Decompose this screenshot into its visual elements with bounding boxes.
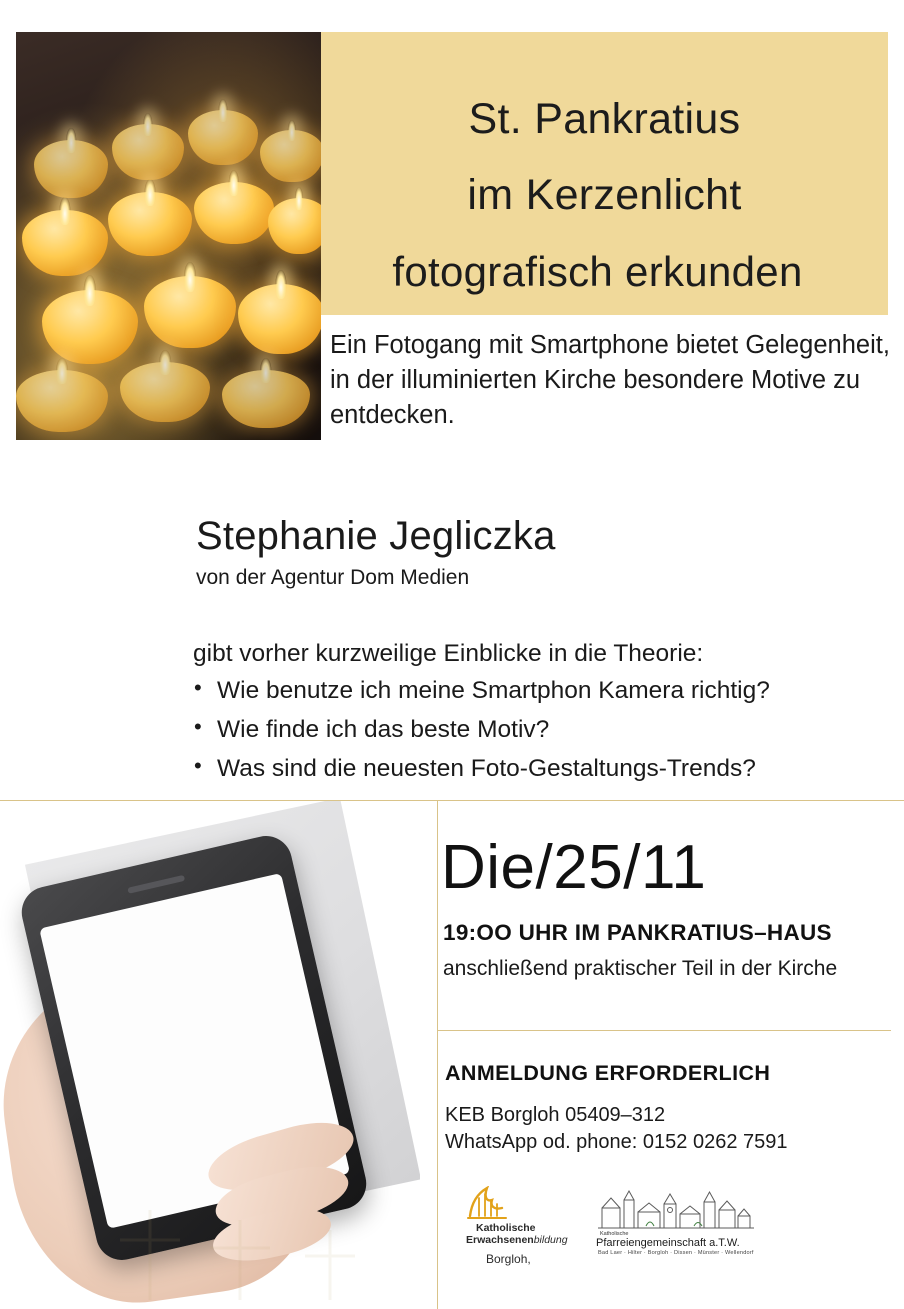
speaker-organisation: von der Agentur Dom Medien [196,566,470,589]
parish-name: Pfarreiengemeinschaft a.T.W. [596,1237,740,1249]
keb-line-2-thin: bildung [533,1234,568,1246]
keb-logo [450,1186,570,1272]
theory-intro: gibt vorher kurzweilige Einblicke in die Theorie: [193,640,704,667]
keb-line-2 [466,1234,568,1246]
event-note: anschließend praktischer Teil in der Kirche [443,957,838,980]
list-item: • Was sind die neuesten Foto-Gestaltungs-Trends? [191,754,770,784]
section-divider [438,1030,891,1031]
parish-logo [592,1186,760,1272]
title-line-3: fotografisch erkunden [392,248,803,295]
registration-heading: ANMELDUNG ERFORDERLICH [445,1061,771,1085]
phone-earpiece [127,875,185,894]
candle-icon [238,284,321,354]
vertical-divider [437,801,438,1309]
title-line-1: St. Pankratius [468,95,741,143]
keb-flame-icon [466,1186,508,1220]
list-item: • Wie finde ich das beste Motiv? [191,715,770,745]
event-time-location: 19:OO UHR IM PANKRATIUS–HAUS [443,920,832,945]
registration-phone: KEB Borgloh 05409–312 [445,1104,666,1126]
event-date: Die/25/11 [441,833,707,902]
theory-bullet-list [191,676,770,793]
parish-places: Bad Laer · Hilter · Borgloh · Dissen · Münster · Wellendorf [598,1250,754,1256]
keb-line-2-bold: Erwachsenen [466,1234,534,1246]
church-skyline-icon [598,1186,754,1230]
keb-line-1: Katholische [476,1222,536,1234]
keb-line-3: Borgloh, [486,1252,531,1266]
list-item: • Wie benutze ich meine Smartphon Kamera richtig? [191,676,770,706]
logo-row [440,1186,890,1282]
background-watermark [90,1190,390,1308]
title-line-2: im Kerzenlicht [467,171,742,219]
title-band [321,32,888,315]
speaker-name: Stephanie Jegliczka [196,514,556,558]
subtitle-text: Ein Fotogang mit Smartphone bietet Gelegenheit, in der illuminierten Kirche besondere Motive zu entdecken. [330,331,890,430]
candle-icon [260,130,321,182]
registration-whatsapp: WhatsApp od. phone: 0152 0262 7591 [445,1131,788,1153]
parish-top-small: Katholische [600,1231,629,1237]
candles-photo [16,32,321,440]
